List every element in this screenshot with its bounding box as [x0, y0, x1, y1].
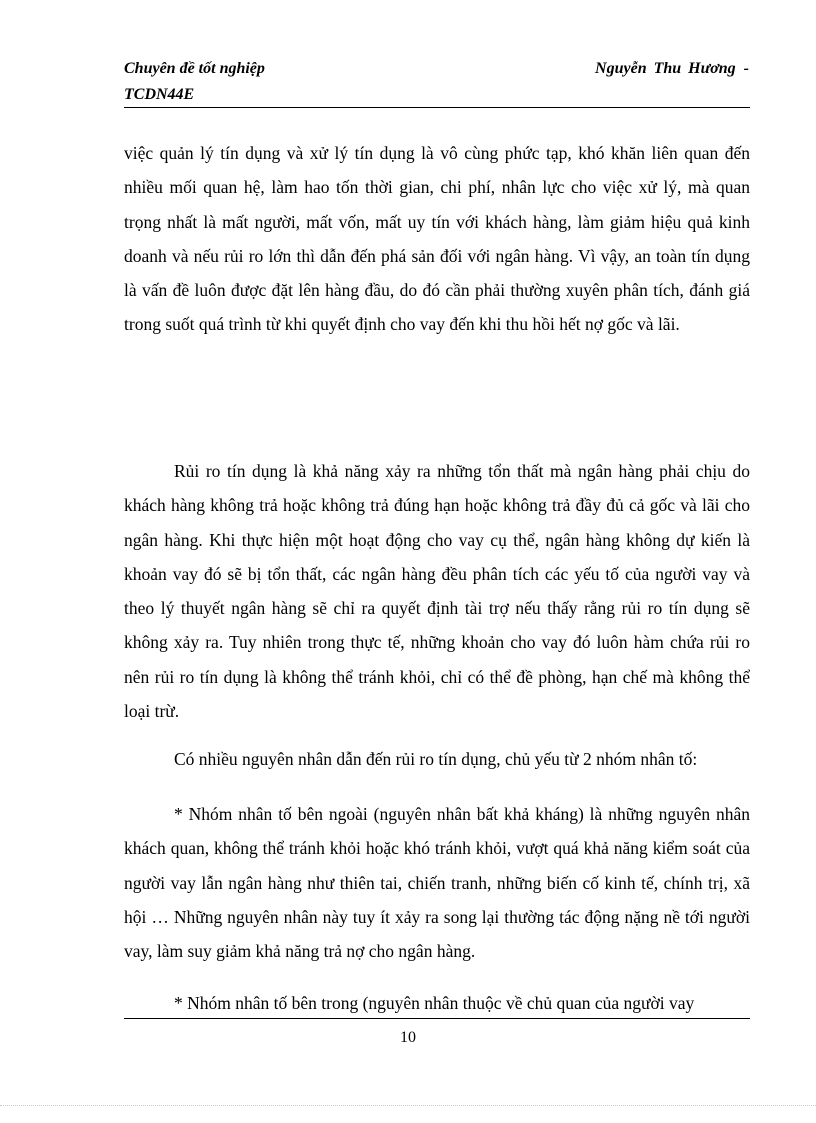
page-edge-divider [0, 1105, 816, 1106]
page-number: 10 [400, 1029, 416, 1046]
document-header-class-code: TCDN44E [124, 86, 195, 103]
footer-divider [124, 1018, 750, 1019]
author-name: Nguyễn Thu Hương [595, 60, 736, 77]
header-divider [124, 107, 750, 108]
header-dash: - [743, 60, 749, 77]
body-paragraph-2: Rủi ro tín dụng là khả năng xảy ra những tổn thất mà ngân hàng phải chịu do khách hàng không trả hoặc không trả đúng hạn hoặc không trả đầy đủ cả gốc và lãi cho ngân hàng. Khi thực hiện một hoạt động cho vay cụ thể, ngân hàng không dự kiến là khoản vay đó sẽ bị tổn thất, các ngân hàng đều phân tích các yếu tố của người vay và theo lý thuyết ngân hàng sẽ chỉ ra quyết định tài trợ nếu thấy rằng rủi ro tín dụng sẽ không xảy ra. Tuy nhiên trong thực tế, những khoản cho vay đó luôn hàm chứa rủi ro nên rủi ro tín dụng là không thể tránh khỏi, chỉ có thể đề phòng, hạn chế mà không thể loại trừ. [124, 461, 750, 722]
body-paragraph-3: Có nhiều nguyên nhân dẫn đến rủi ro tín dụng, chủ yếu từ 2 nhóm nhân tố: [174, 749, 698, 769]
body-paragraph-4: * Nhóm nhân tố bên ngoài (nguyên nhân bất khả kháng) là những nguyên nhân khách quan, không thể tránh khỏi hoặc khó tránh khỏi, vượt quá khả năng kiểm soát của người vay lẫn ngân hàng như thiên tai, chiến tranh, những biến cố kinh tế, chính trị, xã hội … Những nguyên nhân này tuy ít xảy ra song lại thường tác động nặng nề tới người vay, làm suy giảm khả năng trả nợ cho ngân hàng. [124, 804, 750, 962]
body-paragraph-5: * Nhóm nhân tố bên trong (nguyên nhân thuộc về chủ quan của người vay [174, 993, 695, 1013]
document-header-author [595, 58, 749, 80]
body-paragraph-1: việc quản lý tín dụng và xử lý tín dụng là vô cùng phức tạp, khó khăn liên quan đến nhiều mối quan hệ, làm hao tốn thời gian, chi phí, nhân lực cho việc xử lý, mà quan trọng nhất là mất người, mất vốn, mất uy tín với khách hàng, làm giảm hiệu quả kinh doanh và nếu rủi ro lớn thì dẫn đến phá sản đối với ngân hàng. Vì vậy, an toàn tín dụng là vấn đề luôn được đặt lên hàng đầu, do đó cần phải thường xuyên phân tích, đánh giá trong suốt quá trình từ khi quyết định cho vay đến khi thu hồi hết nợ gốc và lãi. [124, 143, 750, 335]
document-header-title: Chuyên đề tốt nghiệp [124, 60, 265, 77]
